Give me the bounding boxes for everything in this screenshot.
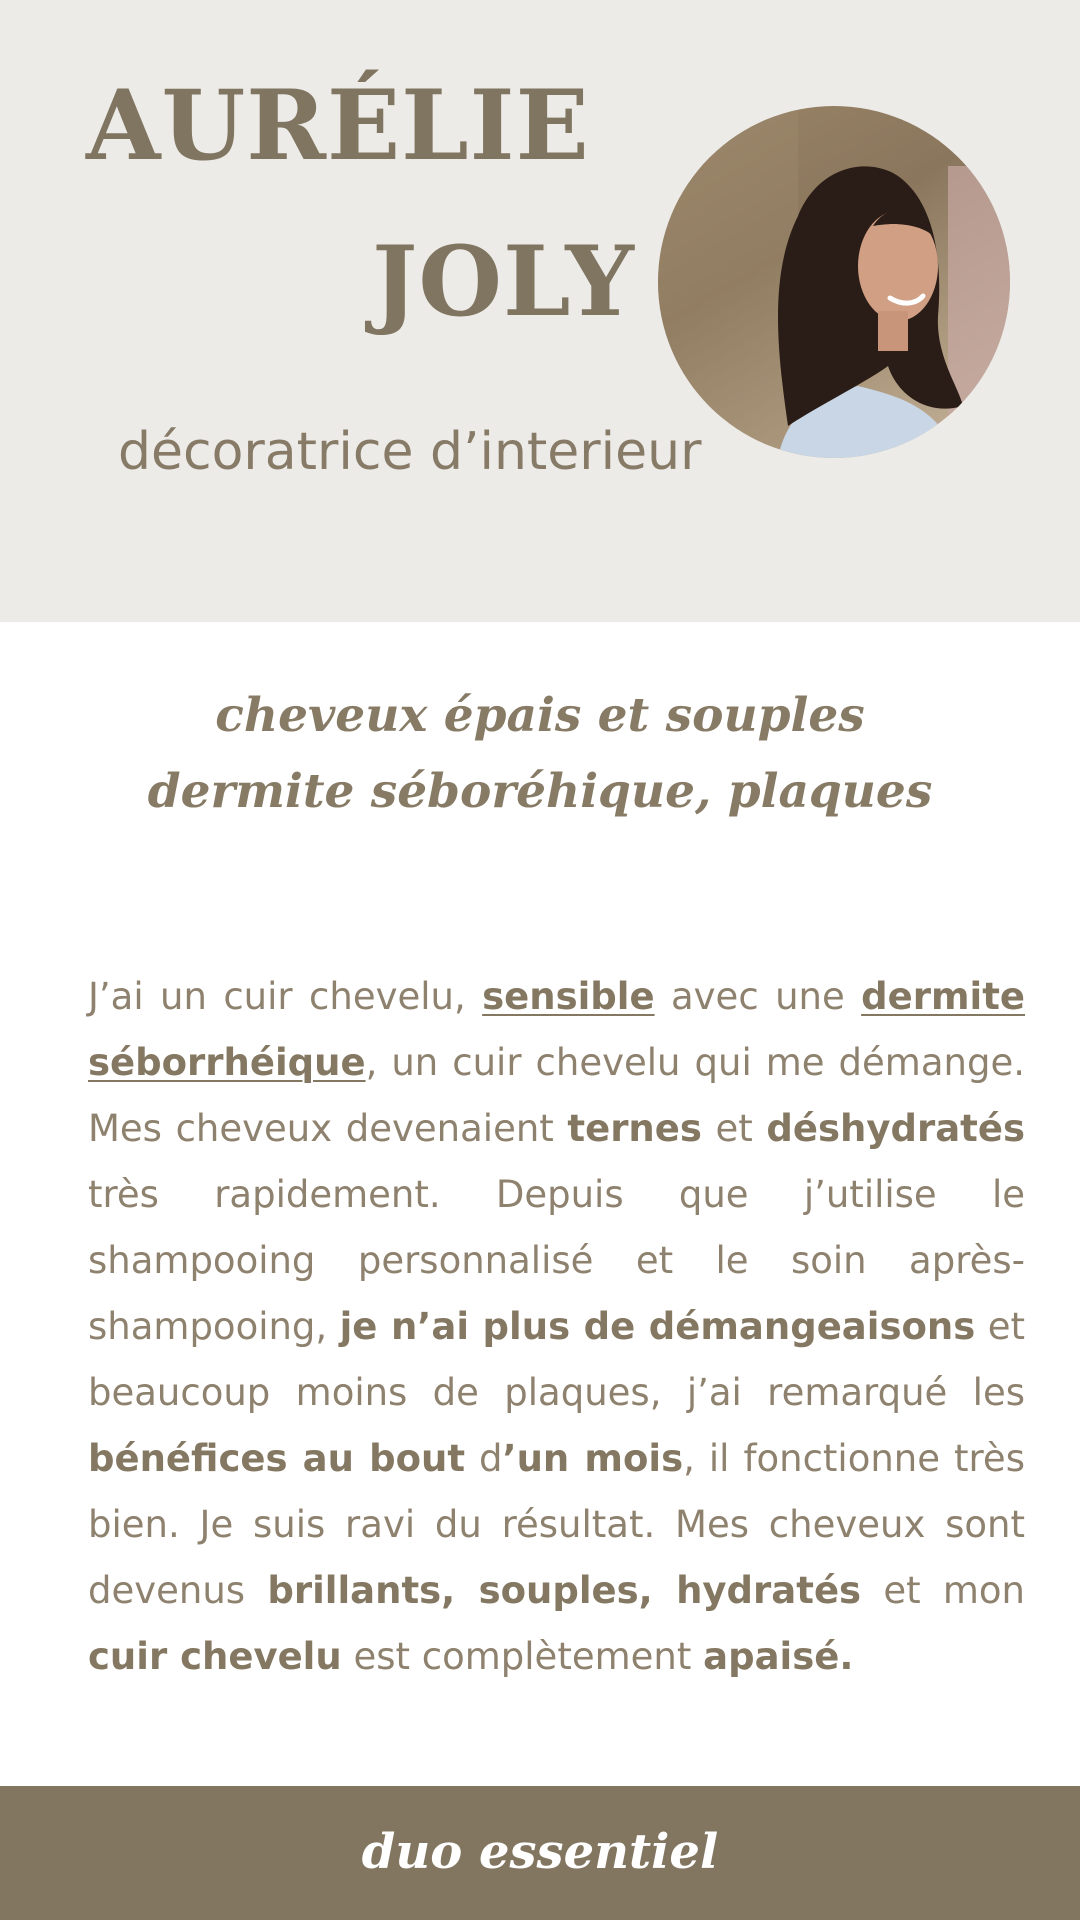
highlight-dermite: dermite séborrhéique [88, 975, 1025, 1084]
tagline-hair-type: cheveux épais et souples [215, 688, 865, 743]
profile-header [0, 0, 1080, 622]
highlight-cuir-chevelu: cuir chevelu [88, 1635, 342, 1678]
highlight-brillants: brillants, souples, hydratés [267, 1569, 862, 1612]
job-title: décoratrice d’interieur [118, 422, 702, 482]
highlight-deshydrates: déshydratés [766, 1107, 1025, 1150]
portrait-photo [658, 106, 1010, 458]
highlight-un-mois: ’un mois [502, 1437, 684, 1480]
highlight-benefices: bénéfices au bout [88, 1437, 466, 1480]
tagline-scalp-condition: dermite séboréhique, plaques [147, 764, 933, 819]
highlight-demangeaisons: je n’ai plus de démangeaisons [339, 1305, 976, 1348]
last-name: JOLY [372, 225, 635, 338]
portrait-illustration [658, 106, 1010, 458]
highlight-apaise: apaisé. [703, 1635, 854, 1678]
highlight-sensible: sensible [482, 975, 655, 1018]
testimonial-text: J’ai un cuir chevelu, sensible avec une dermite séborrhéique, un cuir chevelu qui me démange. Mes cheveux devenaient ternes et déshydratés très rapidement. Depuis que j’utilise le shampooing personnalisé et le soin après-shampooing, je n’ai plus de démangeaisons et beaucoup moins de plaques, j’ai remarqué les bénéfices au bout d’un mois, il fonctionne très bien. Je suis ravi du résultat. Mes cheveux sont devenus brillants, souples, hydratés et mon cuir chevelu est complètement apaisé. [88, 975, 1025, 1678]
product-name: duo essentiel [361, 1824, 719, 1880]
highlight-ternes: ternes [567, 1107, 702, 1150]
footer-banner [0, 1786, 1080, 1920]
first-name: AURÉLIE [86, 69, 590, 182]
